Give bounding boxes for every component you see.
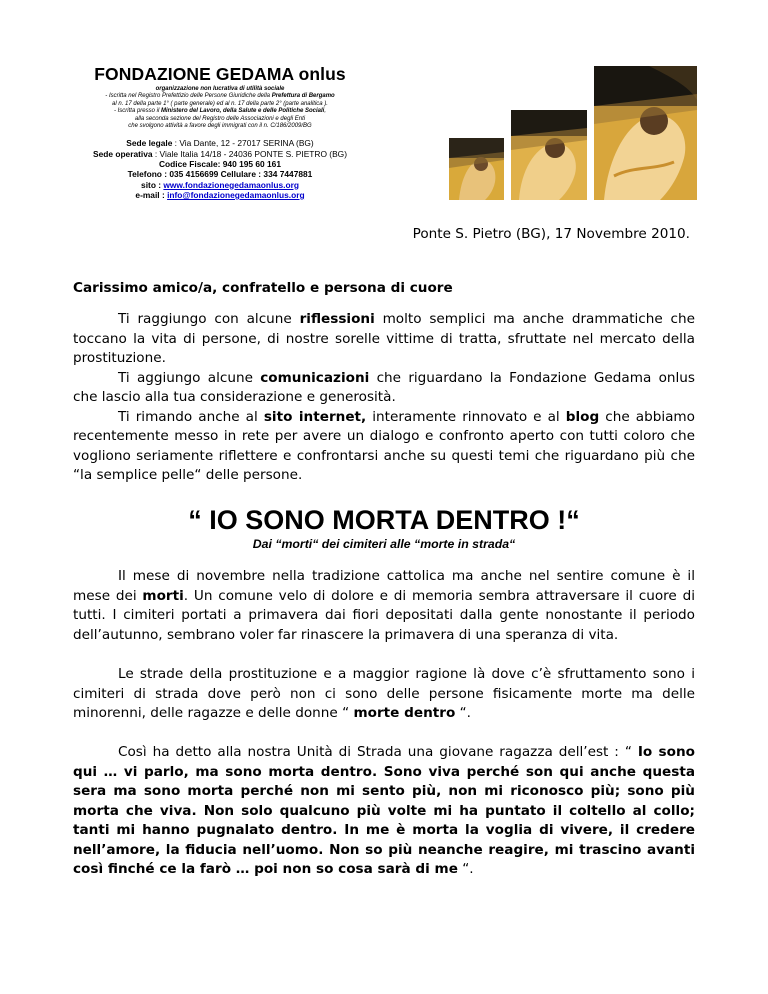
sito-line: sito : www.fondazionegedamaonlus.org: [141, 179, 299, 190]
girl-quote: Io sono qui … vi parlo, ma sono morta dentro. Sono viva perché son qui anche questa sera ma sono morta perché non mi sento più, non mi riconosco più; sono più morta che viva. Non solo qualcuno più volte mi ha puntato il coltello al collo; tanti mi hanno pugnalato dentro. In me è morta la voglia di vivere, il credere nell’amore, la fiducia nell’uomo. Non so più neanche reagire, mi trascino avanti così finché ce la farò … poi non so cosa sarà di me: [73, 744, 696, 877]
streets-paragraph: Le strade della prostituzione e a maggior ragione là dove c’è sfruttamento sono i cimiteri di strada dove però non ci sono delle persone fisicamente morte ma delle minorenni, delle ragazze e delle donne “ morte dentro “.: [73, 666, 695, 721]
painting-medium: [511, 110, 587, 200]
letter-date: Ponte S. Pietro (BG), 17 Novembre 2010.: [412, 226, 690, 242]
telefono: Telefono : 035 4156699 Cellulare : 334 7447881: [127, 169, 313, 180]
codice-fiscale: Codice Fiscale: 940 195 60 161: [159, 159, 281, 170]
painting-large: [594, 66, 697, 200]
email-line: e-mail : info@fondazionegedamaonlus.org: [135, 189, 305, 200]
reg-line-2: al n. 17 della parte 1° ( parte generale) ed al n. 17 della parte 2° (parte analitica ).: [112, 100, 328, 107]
registration-info: [70, 86, 370, 130]
article-subtitle: Dai “morti“ dei cimiteri alle “morte in strada“: [252, 537, 516, 551]
sede-operativa: Sede operativa : Viale Italia 14/18 - 24036 PONTE S. PIETRO (BG): [92, 148, 347, 159]
painting-small-image: [449, 138, 504, 200]
painting-large-image: [594, 66, 697, 200]
intro-section: [73, 310, 695, 486]
reg-line-5: che svolgono attività a favore degli immigrati con il n. C/186/2009/BG: [128, 123, 312, 130]
website-link[interactable]: www.fondazionegedamaonlus.org: [163, 179, 299, 190]
reg-line-4: alla seconda sezione del Registro delle Associazioni e degli Enti: [134, 115, 306, 122]
quote-paragraph: Così ha detto alla nostra Unità di Strada una giovane ragazza dell’est : “ Io sono qui … vi parlo, ma sono morta dentro. Sono viva perché son qui anche questa sera ma sono morta perché non mi sento più, non mi riconosco più; sono più morta che viva. Non solo qualcuno più volte mi ha puntato il coltello al collo; tanti mi hanno pugnalato dentro. In me è morta la voglia di vivere, il credere nell’amore, la fiducia nell’uomo. Non so più neanche reagire, mi trascino avanti così finché ce la farò … poi non so cosa sarà di me “.: [73, 744, 696, 877]
intro-paragraph-2: Ti aggiungo alcune comunicazioni che riguardano la Fondazione Gedama onlus che lascio alla tua considerazione e generosità.: [73, 369, 696, 405]
intro-paragraph-3: Ti rimando anche al sito internet, interamente rinnovato e al blog che abbiamo recentemente messo in rete per avere un dialogo e confronto aperto con tutti coloro che vogliono seriamente riflettere e confrontarsi anche su questi temi che riguardano più che “la semplice pelle“ delle persone.: [73, 408, 695, 483]
org-type: organizzazione non lucrativa di utilità sociale: [155, 86, 285, 92]
email-link[interactable]: info@fondazionegedamaonlus.org: [167, 189, 305, 200]
salutation: Carissimo amico/a, confratello e persona di cuore: [73, 280, 453, 296]
sede-legale: Sede legale : Via Dante, 12 - 27017 SERINA (BG): [126, 138, 314, 149]
reg-line-3: - Iscritta presso il Ministero del Lavoro, della Salute e delle Politiche Sociali,: [113, 108, 327, 115]
november-paragraph: Il mese di novembre nella tradizione cattolica ma anche nel sentire comune è il mese dei morti. Un comune velo di dolore e di memoria sembra attraversare il cuore di tutti. I cimiteri portati a primavera dai fiori depositati dalla gente nonostante il periodo dell’autunno, sembrano voler far rinascere la primavera di una speranza di vita.: [73, 568, 695, 643]
painting-medium-image: [511, 110, 587, 200]
contact-block: [70, 138, 370, 200]
letterhead: [70, 62, 370, 200]
article-title: “ IO SONO MORTA DENTRO !“: [188, 505, 580, 535]
painting-small: [449, 138, 504, 200]
reg-line-1: - Iscritta nel Registro Prefettizio delle Persone Giuridiche della Prefettura di Bergamo: [105, 93, 335, 100]
org-name: FONDAZIONE GEDAMA onlus: [94, 64, 346, 84]
painting-gallery: [449, 66, 697, 201]
intro-paragraph-1: Ti raggiungo con alcune riflessioni molto semplici ma anche drammatiche che toccano la vita di persone, di nostre sorelle vittime di tratta, sfruttate nel mercato della prostituzione.: [73, 311, 695, 366]
